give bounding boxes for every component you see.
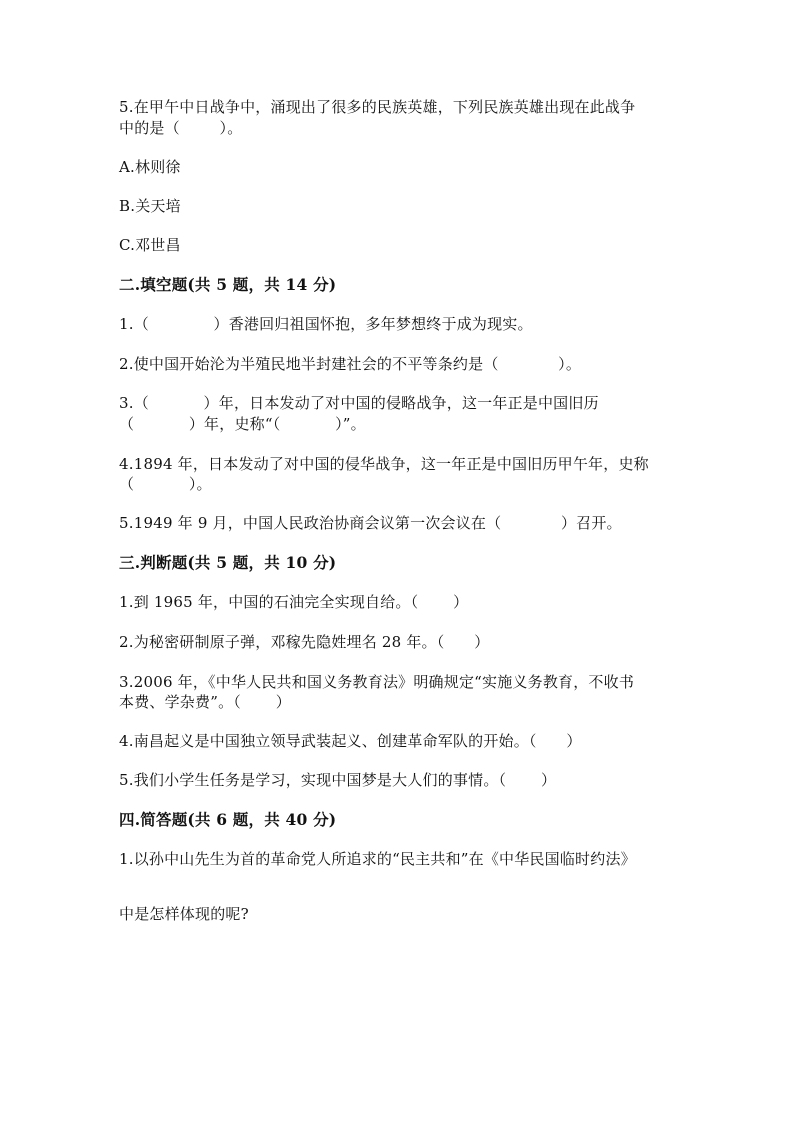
fill-question-5: 5.1949 年 9 月，中国人民政治协商会议第一次会议在（ ）召开。	[119, 514, 622, 532]
fill-question-3-line2: （ ）年，史称“（ ）”。	[119, 415, 366, 433]
section-4-heading: 四.简答题(共 6 题，共 40 分)	[119, 810, 337, 829]
fill-question-1: 1.（ ）香港回归祖国怀抱，多年梦想终于成为现实。	[119, 315, 533, 333]
fill-question-4-line1: 4.1894 年，日本发动了对中国的侵华战争，这一年正是中国旧历甲午年，史称	[119, 455, 649, 473]
judge-question-3-line2: 本费、学杂费”。（ ）	[119, 693, 291, 711]
option-b: B.关天培	[119, 197, 181, 215]
judge-question-4: 4.南昌起义是中国独立领导武装起义、创建革命军队的开始。（ ）	[119, 732, 582, 750]
fill-question-2: 2.使中国开始沦为半殖民地半封建社会的不平等条约是（ ）。	[119, 355, 582, 373]
fill-question-3-line1: 3.（ ）年，日本发动了对中国的侵略战争，这一年正是中国旧历	[119, 394, 599, 412]
short-answer-1-line2: 中是怎样体现的呢?	[119, 905, 249, 923]
question-5-stem-line1: 5.在甲午中日战争中，涌现出了很多的民族英雄，下列民族英雄出现在此战争	[119, 98, 636, 116]
fill-question-4-line2: （ ）。	[119, 475, 212, 493]
section-3-heading: 三.判断题(共 5 题，共 10 分)	[119, 553, 337, 572]
judge-question-2: 2.为秘密研制原子弹，邓稼先隐姓埋名 28 年。（ ）	[119, 633, 490, 651]
option-c: C.邓世昌	[119, 236, 181, 254]
question-5-stem-line2: 中的是（ ）。	[119, 119, 243, 137]
judge-question-5: 5.我们小学生任务是学习，实现中国梦是大人们的事情。（ ）	[119, 771, 557, 789]
judge-question-3-line1: 3.2006 年，《中华人民共和国义务教育法》明确规定“实施义务教育，不收书	[119, 673, 635, 691]
option-a: A.林则徐	[119, 158, 181, 176]
section-2-heading: 二.填空题(共 5 题，共 14 分)	[119, 275, 337, 294]
judge-question-1: 1.到 1965 年，中国的石油完全实现自给。（ ）	[119, 593, 469, 611]
short-answer-1-line1: 1.以孙中山先生为首的革命党人所追求的“民主共和”在《中华民国临时约法》	[119, 850, 636, 868]
